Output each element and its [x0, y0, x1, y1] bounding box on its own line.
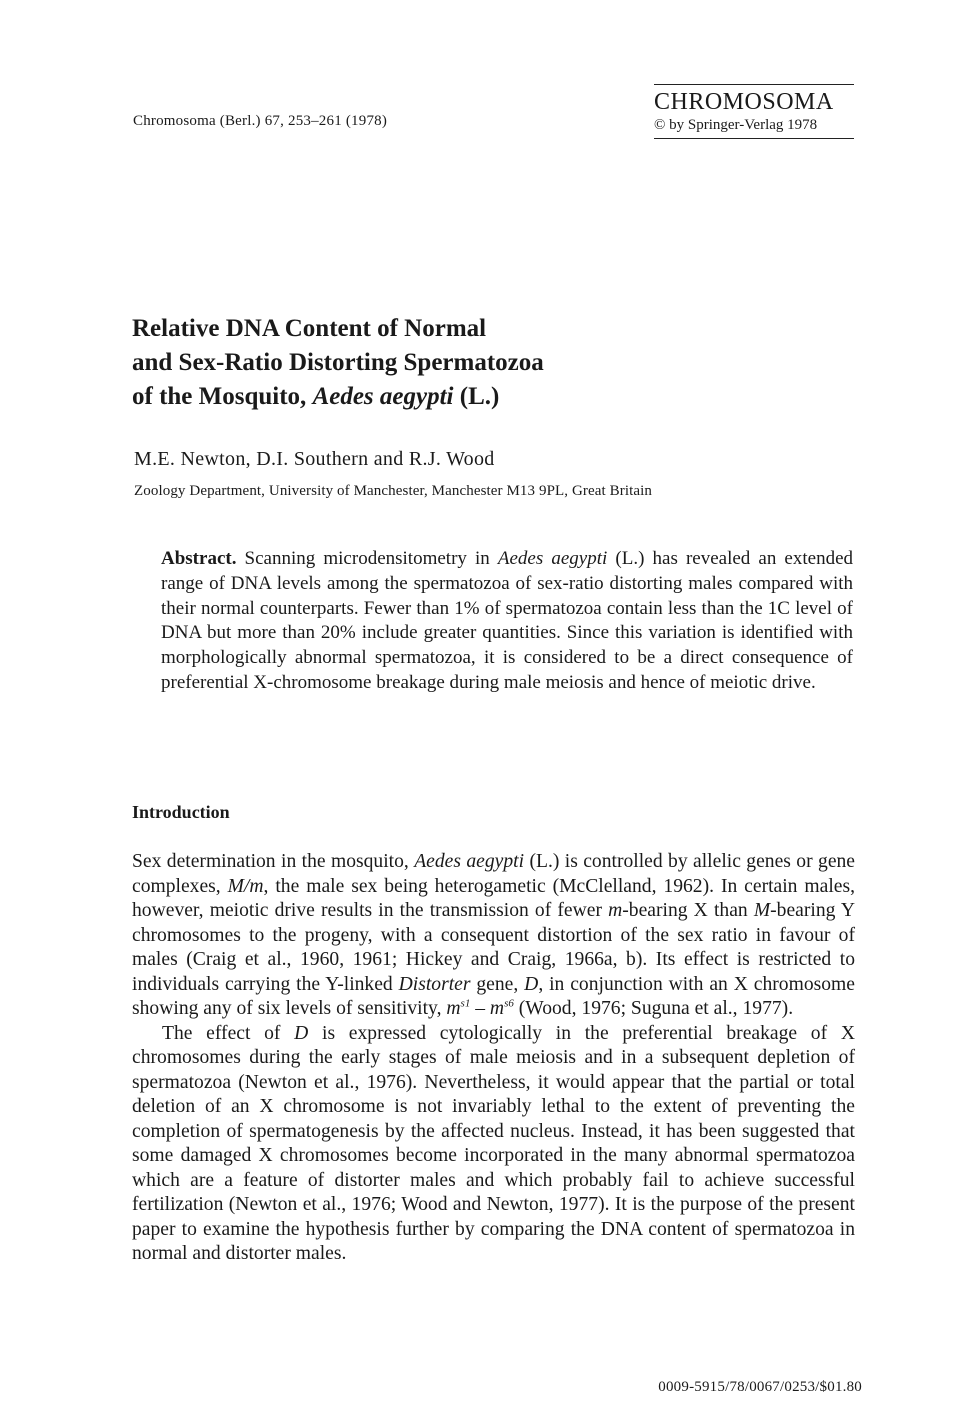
gene-symbol: M [753, 900, 771, 921]
abstract-text: (L.) has revealed an extended range of DNA levels among the spermatozoa of sex-ratio distorting males compared with their normal counterparts. Fewer than 1% of spermatozoa contain less than the 1C level of DNA but more than 20% include greater quantities. Since this variation is identified with morphologically abnormal spermatozoa, it is considered to be a direct consequence of preferential X-chromosome breakage during male meiosis and hence of meiotic drive. [161, 548, 854, 693]
allele-symbol: m [489, 998, 505, 1019]
introduction-paragraph-1 [132, 850, 855, 1022]
journal-name: CHROMOSOMA [654, 89, 834, 115]
title-line-2: and Sex-Ratio Distorting Spermatozoa [132, 349, 544, 376]
title-line-1: Relative DNA Content of Normal [132, 315, 487, 342]
allele-superscript: s1 [460, 997, 471, 1010]
affiliation: Zoology Department, University of Manchester, Manchester M13 9PL, Great Britain [134, 483, 653, 499]
text-run: gene, [470, 973, 525, 995]
allele-symbol: m [446, 998, 461, 1019]
text-run: The effect of [162, 1022, 295, 1044]
gene-symbol: m [608, 900, 623, 921]
text-run: -bearing X than [622, 900, 754, 921]
gene-name: Distorter [398, 973, 471, 995]
title-line-3-suffix: (L.) [453, 383, 500, 410]
text-run: (Wood, 1976; Suguna et al., 1977). [513, 998, 794, 1019]
introduction-paragraph-2 [132, 1022, 855, 1267]
text-run: – [470, 998, 490, 1019]
gene-symbol: D [294, 1022, 309, 1044]
gene-symbol: D [524, 973, 539, 995]
text-run: (L.) is controlled by allelic genes or gene complexes, [132, 851, 856, 897]
article-code: 0009-5915/78/0067/0253/$01.80 [658, 1379, 862, 1395]
abstract-label: Abstract. [161, 548, 237, 569]
journal-citation: Chromosoma (Berl.) 67, 253–261 (1978) [133, 113, 388, 129]
article-title [132, 312, 852, 414]
introduction-heading: Introduction [132, 802, 230, 822]
copyright-notice: © by Springer-Verlag 1978 [654, 117, 818, 133]
allele-superscript: s6 [504, 997, 514, 1010]
abstract-species: Aedes aegypti [497, 548, 608, 569]
text-run: -bearing Y chromosomes to the progeny, with a consequent distortion of the sex ratio in favour of males (Craig et al., 1960, 1961; Hickey and Craig, 1966a, b). Its effect is restricted to individuals carrying the Y-linked [132, 900, 855, 995]
introduction-body [132, 850, 855, 1267]
abstract-lead: Scanning microdensitometry in [236, 548, 498, 569]
text-run: , the male sex being heterogametic (McClelland, 1962). In certain males, however, meiotic drive results in the transmission of fewer [132, 875, 855, 921]
gene-symbol: M/m [227, 875, 264, 897]
text-run: , in conjunction with an X chromosome showing any of six levels of sensitivity, [132, 973, 855, 1019]
title-line-3-prefix: of the Mosquito, [132, 383, 313, 410]
title-species: Aedes aegypti [312, 383, 454, 410]
authors: M.E. Newton, D.I. Southern and R.J. Wood [134, 448, 495, 470]
text-run: Sex determination in the mosquito, [132, 851, 415, 872]
text-run: is expressed cytologically in the preferential breakage of X chromosomes during the early stages of male meiosis and in a subsequent depletion of spermatozoa (Newton et al., 1976). Nevertheless, it would appear that the partial or total deletion of an X chromosome is not invariably lethal to the extent of preventing the completion of spermatogenesis by the affected nucleus. Instead, it has been suggested that some damaged X chromosomes become incorporated in the many abnormal spermatozoa which are a feature of distorter males and which probably fail to achieve successful fertilization (Newton et al., 1976; Wood and Newton, 1977). It is the purpose of the present paper to examine the hypothesis further by comparing the DNA content of spermatozoa in normal and distorter males. [132, 1022, 855, 1264]
abstract [161, 547, 853, 696]
title-line-3 [132, 380, 852, 414]
journal-masthead [654, 84, 854, 139]
species-name: Aedes aegypti [414, 851, 525, 872]
